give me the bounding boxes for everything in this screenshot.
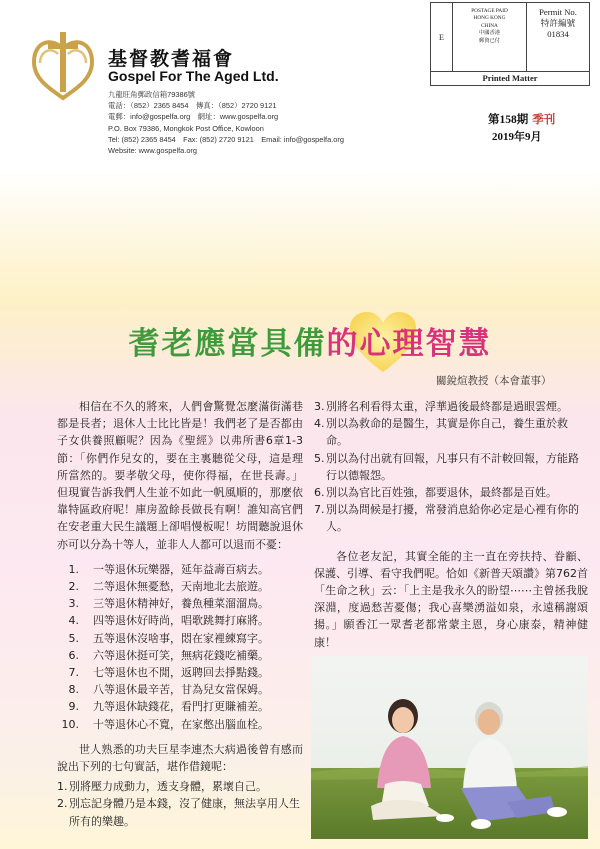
list-text: 別以為救命的是醫生，其實是你自己，養生重於救命。 xyxy=(326,417,568,448)
list-item xyxy=(57,664,303,681)
list-number: 4. xyxy=(68,614,79,628)
list-item xyxy=(57,630,303,647)
list-number: 7. xyxy=(314,503,325,517)
right-column xyxy=(314,398,588,651)
list-number: 6. xyxy=(314,486,325,500)
list-item xyxy=(57,561,303,578)
intro-paragraph: 相信在不久的將來，人們會驚覺怎麼滿街滿巷都是長者；退休人士比比皆是！我們老了是否都由子女供養照顧呢？因為《聖經》以弗所書6章1-3節：「你們作兒女的，要在主裏聽從父母，這是理所當然的。要孝敬父母，使你得福，在世長壽。」但現實告訴我們人生並不如此一帆風順的，那麼依靠特區政府呢！庫房盈餘長做長有啊！誰知高官們在安老重大民生議題上卻唱慢板呢！坊間聽說退休亦可以分為十等人，並非人人都可以退而不憂： xyxy=(57,400,303,551)
list-item xyxy=(57,681,303,698)
article-title xyxy=(100,318,520,363)
printed-matter-label: Printed Matter xyxy=(430,72,590,86)
postage-paid xyxy=(453,3,527,71)
list-item xyxy=(314,501,588,535)
left-column xyxy=(57,398,303,830)
list-text: 三等退休精神好，養魚種菜溜溜鳥。 xyxy=(93,597,269,611)
article-title-block xyxy=(100,310,520,376)
contact-line: Tel: (852) 2365 8454 Fax: (852) 2720 9121 Email: info@gospelfa.org xyxy=(108,134,344,144)
list-item xyxy=(314,484,588,501)
postage-stamp xyxy=(430,2,590,84)
list-item xyxy=(314,415,588,449)
list-number: 6. xyxy=(68,648,79,662)
list-number: 10. xyxy=(61,717,79,731)
contact-line: Website: www.gospelfa.org xyxy=(108,146,198,156)
elderly-couple-photo xyxy=(311,656,588,839)
list-item xyxy=(57,647,303,664)
list-text: 八等退休最辛苦，甘為兒女當保姆。 xyxy=(93,683,269,697)
list-text: 別以為付出就有回報，凡事只有不計較回報，方能路行以德報怨。 xyxy=(326,451,579,482)
cross-logo-icon xyxy=(28,30,98,102)
list-item xyxy=(57,612,303,629)
list-item xyxy=(314,450,588,484)
permit-number xyxy=(527,3,589,71)
postage-paid-line: 郵資已付 xyxy=(478,37,501,44)
postage-box xyxy=(430,2,590,72)
contact-info xyxy=(108,89,344,156)
postage-e: E xyxy=(431,3,453,71)
list-text: 六等退休挺可笑，無病花錢吃補藥。 xyxy=(93,648,269,662)
contact-line: 電話：（852）2365 8454 傳真：（852）2720 9121 xyxy=(108,101,277,111)
org-name-en: Gospel For The Aged Ltd. xyxy=(108,68,279,84)
permit-line: 特許編號 xyxy=(540,18,576,28)
list-text: 別將名利看得太重，浮華過後最終都是過眼雲煙。 xyxy=(326,400,568,413)
postage-paid-line: HONG KONG xyxy=(473,15,506,22)
title-part-green: 耆老應當具備 xyxy=(128,326,327,362)
permit-line: Permit No. xyxy=(539,7,577,17)
permit-line: 01834 xyxy=(547,29,569,39)
postage-paid-line: POSTAGE PAID xyxy=(471,8,508,14)
list-number: 8. xyxy=(68,683,79,697)
list-item xyxy=(57,578,303,595)
list-item xyxy=(57,716,303,733)
list-text: 九等退休缺錢花，看門打更賺補差。 xyxy=(93,700,269,714)
contact-line: P.O. Box 79386, Mongkok Post Office, Kowloon xyxy=(108,123,264,133)
issue-type: 季刊 xyxy=(532,114,556,126)
list-text: 七等退休也不閒，返聘回去掙點錢。 xyxy=(93,666,269,680)
list-number: 5. xyxy=(68,631,79,645)
closing-paragraph: 各位老友記，其實全能的主一直在旁扶持、眷顧、保護、引導、看守我們呢。恰如《新普天頌讚》第762首「生命之秋」云：「上主是我永久的盼望⋯⋯主曾拯我脫深淵，度過愁苦憂傷；我心喜樂湧溢如泉，永遠稱謝頌揚。」願香江一眾耆老都常蒙主恩，身心康泰，精神健康！ xyxy=(314,549,588,649)
list-item xyxy=(314,398,588,415)
list-number: 3. xyxy=(68,597,79,611)
list-text: 別忘記身體乃是本錢，沒了健康，無法享用人生所有的樂趣。 xyxy=(69,797,300,828)
title-part-pink: 的心理智慧 xyxy=(326,326,492,362)
list-number: 1. xyxy=(57,780,68,794)
postage-paid-line: CHINA xyxy=(481,22,498,29)
list-number: 7. xyxy=(68,666,79,680)
list-text: 別將壓力成動力，透支身體，累壞自己。 xyxy=(69,780,267,794)
list-number: 1. xyxy=(68,562,79,576)
list-number: 2. xyxy=(68,580,79,594)
list-text: 五等退休沒啥事，悶在家裡練寫字。 xyxy=(93,631,269,645)
seven-truths-list-continued xyxy=(314,398,588,536)
issue-label: 第158期 xyxy=(488,114,529,126)
seven-truths-list xyxy=(57,778,303,830)
list-number: 3. xyxy=(314,400,325,413)
jet-li-paragraph: 世人熟悉的功夫巨星李連杰大病過後曾有感而說出下列的七句實話，堪作借鏡呢： xyxy=(57,742,303,774)
list-text: 四等退休好時尚，唱歌跳舞打麻將。 xyxy=(93,614,269,628)
list-number: 4. xyxy=(314,417,325,431)
list-text: 二等退休無憂愁，天南地北去旅遊。 xyxy=(93,580,269,594)
issue-number xyxy=(488,111,555,127)
list-item xyxy=(57,778,303,795)
list-text: 別以為問候是打擾，常發消息給你必定是心裡有你的人。 xyxy=(326,503,579,534)
list-text: 一等退休玩樂器，延年益壽百病去。 xyxy=(93,562,269,576)
list-number: 2. xyxy=(57,797,68,811)
author-byline: 關銳煊教授（本會董事） xyxy=(436,375,552,387)
list-item xyxy=(57,595,303,612)
list-item xyxy=(57,698,303,715)
ten-levels-list xyxy=(57,561,303,733)
issue-date: 2019年9月 xyxy=(492,131,542,143)
list-text: 十等退休心不寬，在家憋出腦血栓。 xyxy=(93,717,269,731)
list-text: 別以為官比百姓強，都要退休，最終都是百姓。 xyxy=(326,486,557,500)
masthead xyxy=(0,0,600,170)
list-number: 5. xyxy=(314,451,325,465)
contact-line: 九龍旺角郵政信箱79386號 xyxy=(108,90,196,99)
postage-paid-line: 中國香港 xyxy=(478,30,501,37)
contact-line: 電郵：info@gospelfa.org 網址：www.gospelfa.org xyxy=(108,112,279,122)
org-name-zh: 基督教耆福會 xyxy=(108,48,235,70)
list-number: 9. xyxy=(68,700,79,714)
list-item xyxy=(57,795,303,829)
